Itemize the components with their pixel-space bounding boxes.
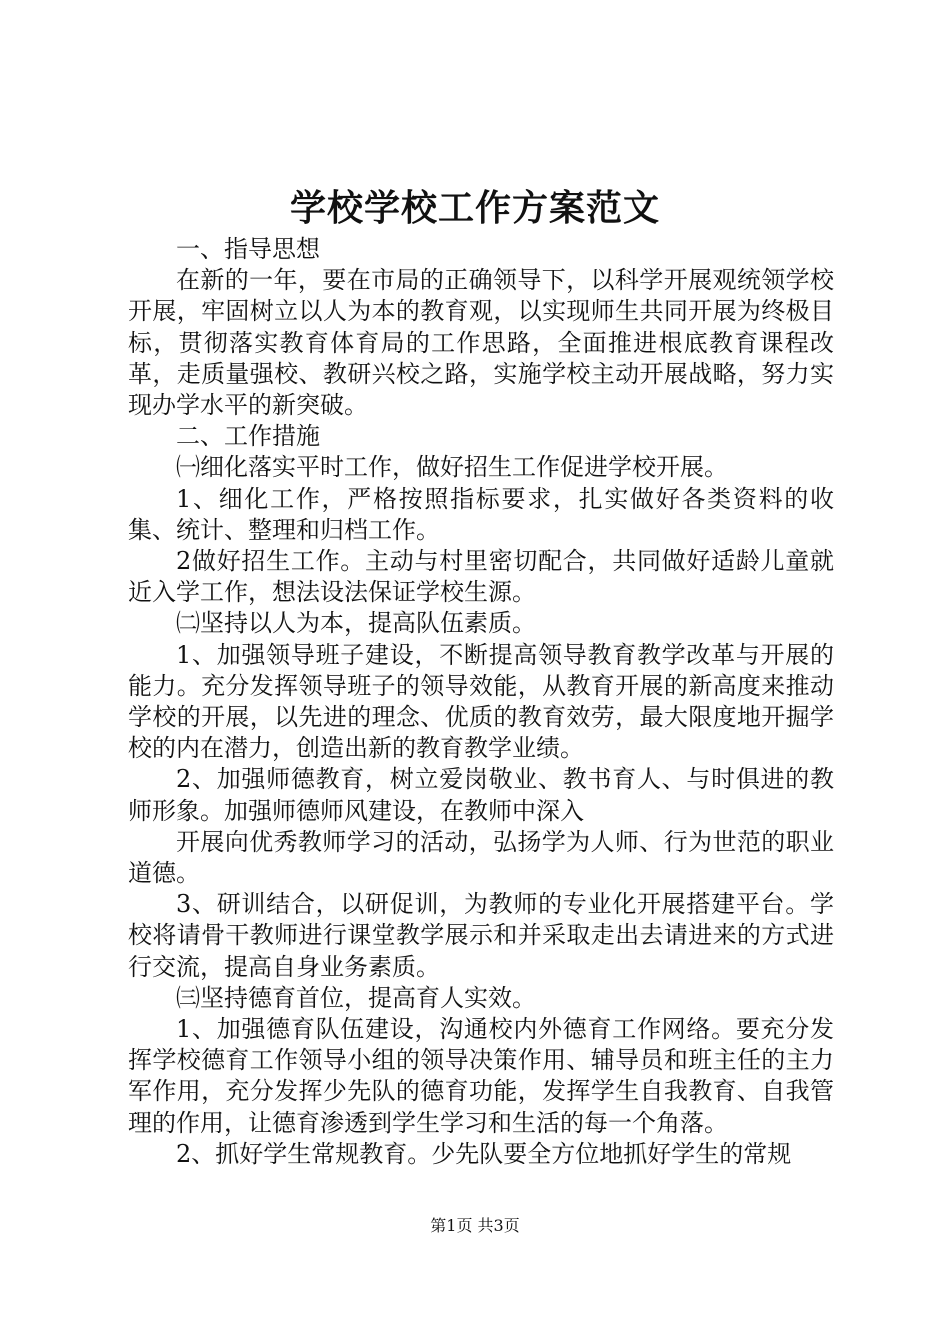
paragraph: 在新的一年，要在市局的正确领导下，以科学开展观统领学校开展，牢固树立以人为本的教育观，以实现师生共同开展为终极目标，贯彻落实教育体育局的工作思路，全面推进根底教育课程改革，走质量强校、教研兴校之路，实施学校主动开展战略，努力实现办学水平的新突破。: [128, 266, 834, 420]
section-heading: 二、工作措施: [176, 422, 320, 451]
paragraph: 1、细化工作，严格按照指标要求，扎实做好各类资料的收集、统计、整理和归档工作。: [128, 484, 834, 544]
page-footer: 第1页 共3页: [430, 1216, 520, 1235]
paragraph: 1、加强领导班子建设，不断提高领导教育教学改革与开展的能力。充分发挥领导班子的领导效能，从教育开展的新高度来推动学校的开展，以先进的理念、优质的教育效劳，最大限度地开掘学校的内在潜力，创造出新的教育教学业绩。: [128, 640, 834, 763]
paragraph: 开展向优秀教师学习的活动，弘扬学为人师、行为世范的职业道德。: [128, 827, 834, 888]
paragraph: 2、加强师德教育，树立爱岗敬业、教书育人、与时俱进的教师形象。加强师德师风建设，在教师中深入: [128, 765, 834, 825]
subsection-heading: ㈠细化落实平时工作，做好招生工作促进学校开展。: [176, 453, 728, 482]
paragraph: 1、加强德育队伍建设，沟通校内外德育工作网络。要充分发挥学校德育工作领导小组的领导决策作用、辅导员和班主任的主力军作用，充分发挥少先队的德育功能，发挥学生自我教育、自我管理的作用，让德育渗透到学生学习和生活的每一个角落。: [128, 1015, 834, 1137]
paragraph: 2、抓好学生常规教育。少先队要全方位地抓好学生的常规: [176, 1139, 792, 1168]
document-title: 学校学校工作方案范文: [289, 187, 660, 229]
document-body: [128, 234, 834, 1170]
subsection-heading: ㈢坚持德育首位，提高育人实效。: [176, 983, 536, 1012]
paragraph: 3、研训结合，以研促训，为教师的专业化开展搭建平台。学校将请骨干教师进行课堂教学展示和并采取走出去请进来的方式进行交流，提高自身业务素质。: [128, 890, 834, 981]
subsection-heading: ㈡坚持以人为本，提高队伍素质。: [176, 609, 536, 638]
paragraph: 2做好招生工作。主动与村里密切配合，共同做好适龄儿童就近入学工作，想法设法保证学校生源。: [128, 547, 834, 607]
section-heading: 一、指导思想: [176, 235, 320, 263]
